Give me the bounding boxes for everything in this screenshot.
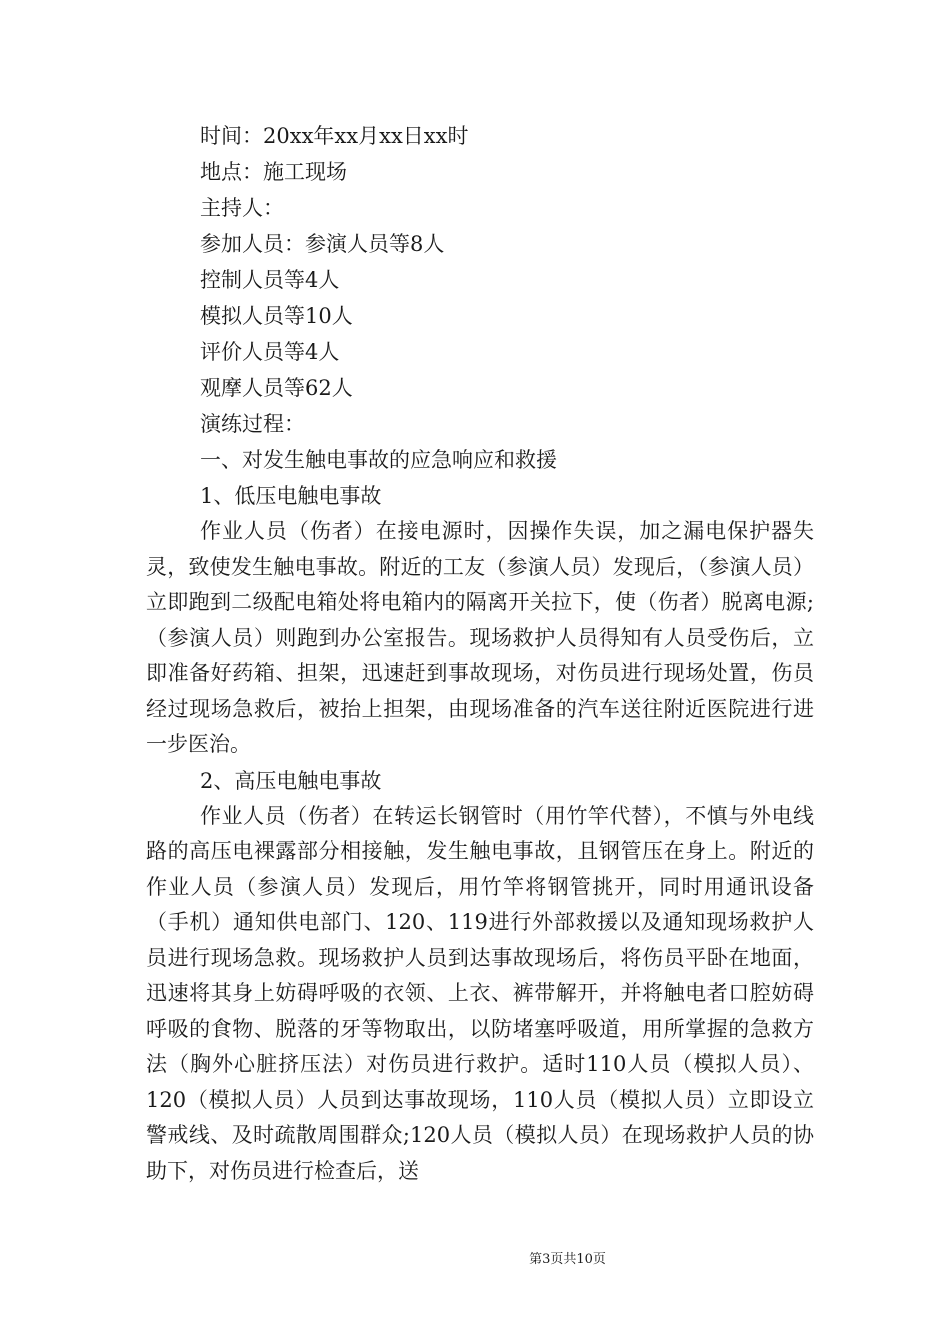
controllers: 控制人员等4人 [200, 268, 340, 292]
subsection-heading-low-voltage: 1、低压电触电事故 [200, 484, 382, 508]
simulators: 模拟人员等10人 [200, 304, 353, 328]
subsection-heading-high-voltage: 2、高压电触电事故 [200, 768, 382, 793]
meeting-host: 主持人： [200, 196, 284, 220]
document-body [146, 118, 814, 1189]
evaluators: 评价人员等4人 [200, 340, 340, 364]
low-voltage-paragraph: 作业人员（伤者）在接电源时，因操作失误，加之漏电保护器失灵，致使发生触电事故。附近的工友（参演人员）发现后，（参演人员）立即跑到二级配电箱处将电箱内的隔离开关拉下，使（伤者）脱离电源;（参演人员）则跑到办公室报告。现场救护人员得知有人员受伤后，立即准备好药箱、担架，迅速赶到事故现场，对伤员进行现场处置，伤员经过现场急救后，被抬上担架，由现场准备的汽车送往附近医院进行进一步医治。 [146, 519, 814, 756]
observers: 观摩人员等62人 [200, 376, 353, 400]
meeting-location: 地点：施工现场 [200, 160, 347, 184]
high-voltage-paragraph: 作业人员（伤者）在转运长钢管时（用竹竿代替），不慎与外电线路的高压电裸露部分相接触，发生触电事故，且钢管压在身上。附近的作业人员（参演人员）发现后，用竹竿将钢管挑开，同时用通讯设备（手机）通知供电部门、120、119进行外部救援以及通知现场救护人员进行现场急救。现场救护人员到达事故现场后，将伤员平卧在地面，迅速将其身上妨碍呼吸的衣领、上衣、裤带解开，并将触电者口腔妨碍呼吸的食物、脱落的牙等物取出，以防堵塞呼吸道，用所掌握的急救方法（胸外心脏挤压法）对伤员进行救护。适时110人员（模拟人员）、120（模拟人员）人员到达事故现场，110人员（模拟人员）立即设立警戒线、及时疏散周围群众;120人员（模拟人员）在现场救护人员的协助下，对伤员进行检查后，送 [146, 803, 814, 1183]
drill-process-label: 演练过程： [200, 412, 305, 436]
meeting-time: 时间：20xx年xx月xx日xx时 [200, 124, 469, 148]
participants: 参加人员：参演人员等8人 [200, 232, 445, 256]
page-number-footer: 第3页共10页 [529, 1252, 606, 1267]
section-heading-1: 一、对发生触电事故的应急响应和救援 [200, 448, 557, 472]
